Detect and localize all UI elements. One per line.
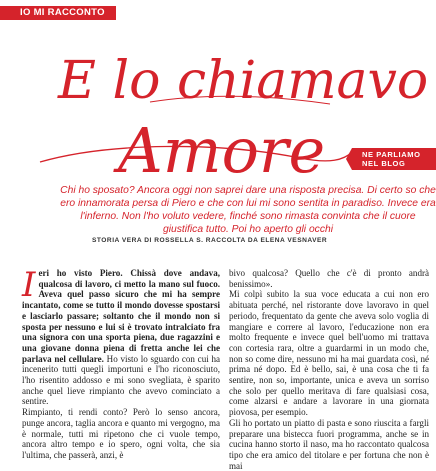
body-column-right — [229, 268, 429, 471]
article-title — [0, 34, 436, 204]
blog-badge[interactable] — [352, 148, 436, 170]
paragraph: Gli ho portato un piatto di pasta e sono riuscita a fargli preparare una bistecca fuori programma, anche se in cucina hanno storto il naso, ma ho raccontato qualcosa tipo che era amico del titolare e per fortuna che non è mai — [229, 417, 429, 471]
body-column-left — [22, 265, 220, 461]
paragraph: Mi colpì subito la sua voce educata a cui non ero abituata perché, nel ristorante dove lavoravo in quel periodo, frequentato da gente che aveva solo voglia di mangiare e correre al lavoro, l'educazione non era molto frequente e invece quel bell'uomo mi trattava con cortesia rara, oltre a guardarmi in un modo che, non so come dire, nessuno mi ha mai guardata così, né prima né dopo. Ed è bello, sai, è una cosa che ti fa sentire, non so, importante, unica e aveva un sorriso che solo per quello meritava di fare qualsiasi cosa, come alzarsi e andare a lavorare in una giornata piovosa, per esempio. — [229, 289, 429, 418]
paragraph-text: Ho visto lo sguardo con cui ha incenerito tutti quegli importuni e l'ho riconosciuto, l'ho risentito addosso e mi sono svegliata, è sparito anche quel lieve rimpianto che avevo cominciato a sentire. — [22, 353, 220, 407]
bold-intro: eri ho visto Piero. Chissà dove andava, qualcosa di lavoro, ci metto la mano sul fuoco. Aveva quel passo sicuro che mi ha sempre incantato, come se tutto il mondo dovesse spostarsi e lasciarlo passare; soltanto che il mondo non si sposta per nessuno e lui si è trovato intralciato fra una signora con una sporta piena, due ragazzini e una giovane donna piena di fretta anche lei che parlava nel cellulare. — [22, 268, 220, 364]
drop-cap: I — [22, 265, 36, 305]
paragraph: Rimpianto, ti rendi conto? Però lo senso ancora, punge ancora, taglia ancora e quanto mi vergogno, ma è normale, tutti mi ripetono che ci vuole tempo, ancora altro tempo e io spero, ogni volta, che sia l'ultima, che passerà, anzi, è — [22, 407, 220, 460]
badge-line-1: NE PARLIAMO — [362, 150, 421, 159]
story-credit: STORIA VERA DI ROSSELLA S. RACCOLTA DA ELENA VESNAVER — [92, 237, 328, 244]
lead-paragraph: Chi ho sposato? Ancora oggi non saprei dare una risposta precisa. Di certo so che ero innamorata persa di Piero e che con lui mi sono sentita in paradiso. Invece era l'inferno. Non l'ho voluto vedere, finché sono rimasta convinta che il cuore giustifica tutto. Poi ho aperto gli occhi — [60, 185, 436, 235]
paragraph — [22, 265, 220, 407]
section-tag: IO MI RACCONTO — [0, 6, 116, 20]
title-line-1: E lo chiamavo — [58, 51, 429, 111]
badge-line-2: NEL BLOG — [362, 159, 406, 168]
title-line-2: Amore — [118, 114, 326, 187]
paragraph: bivo qualcosa? Quello che c'è di pronto andrà benissimo». — [229, 268, 429, 289]
